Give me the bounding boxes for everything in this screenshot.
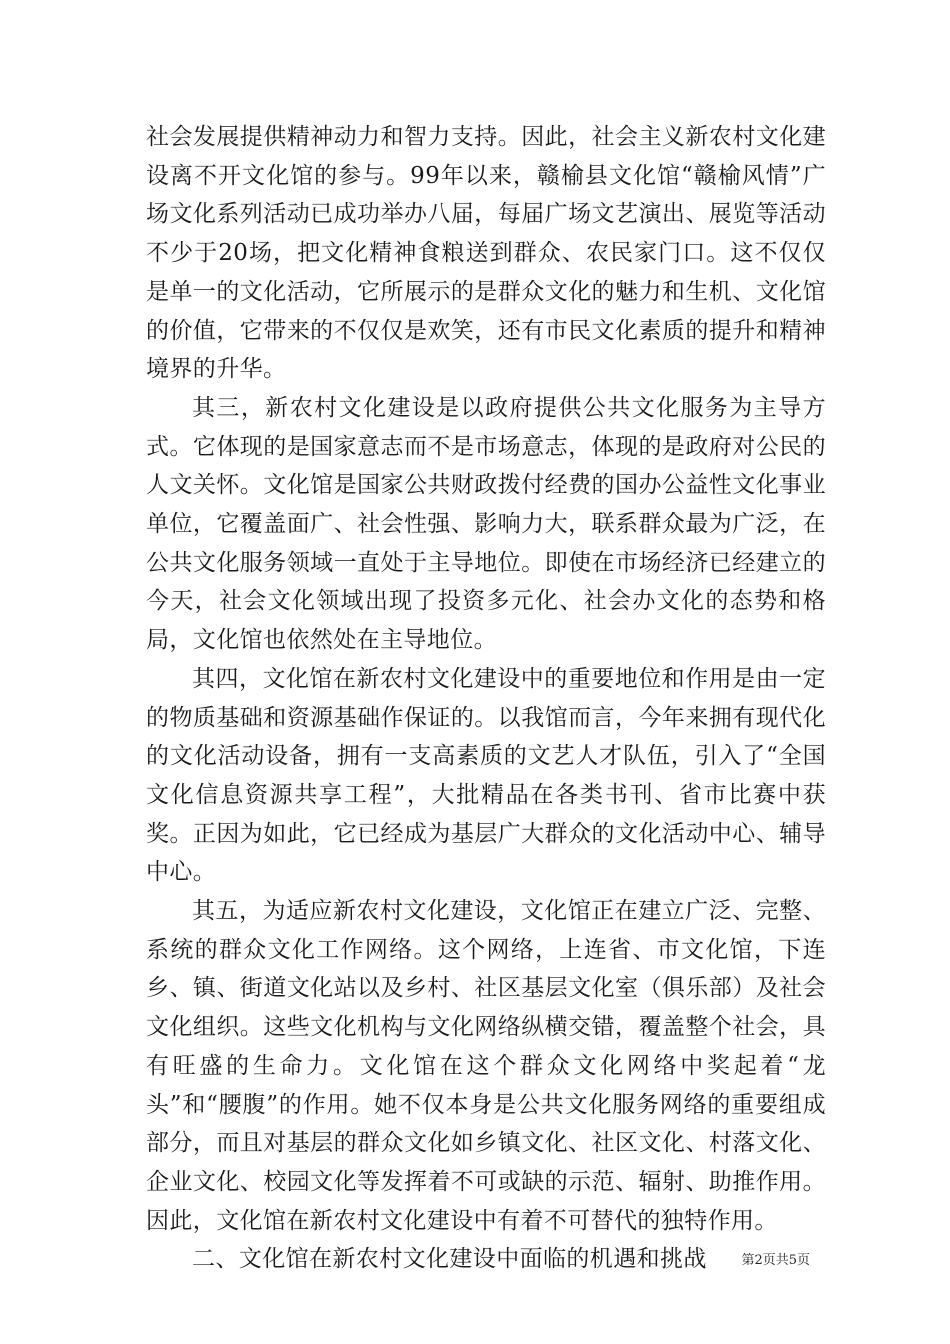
paragraph-point-three: 其三，新农村文化建设是以政府提供公共文化服务为主导方式。它体现的是国家意志而不是市场意志，体现的是政府对公民的人文关怀。文化馆是国家公共财政拨付经费的国办公益性文化事业单位，它覆盖面广、社会性强、影响力大，联系群众最为广泛，在公共文化服务领域一直处于主导地位。即使在市场经济已经建立的今天，社会文化领域出现了投资多元化、社会办文化的态势和格局，文化馆也依然处在主导地位。 [146,394,826,654]
page-number-footer: 第2页共5页 [741,1253,810,1268]
section-heading: 二、文化馆在新农村文化建设中面临的机遇和挑战 [192,1246,707,1273]
paragraph-continuation: 社会发展提供精神动力和智力支持。因此，社会主义新农村文化建设离不开文化馆的参与。99年以来，赣榆县文化馆“赣榆风情”广场文化系列活动已成功举办八届，每届广场文艺演出、展览等活动不少于20场，把文化精神食粮送到群众、农民家门口。这不仅仅是单一的文化活动，它所展示的是群众文化的魅力和生机、文化馆的价值，它带来的不仅仅是欢笑，还有市民文化素质的提升和精神境界的升华。 [146,124,826,383]
paragraph-point-four: 其四，文化馆在新农村文化建设中的重要地位和作用是由一定的物质基础和资源基础作保证的。以我馆而言，今年来拥有现代化的文化活动设备，拥有一支高素质的文艺人才队伍，引入了“全国文化信息资源共享工程”，大批精品在各类书刊、省市比赛中获奖。正因为如此，它已经成为基层广大群众的文化活动中心、辅导中心。 [146,665,826,886]
paragraph-point-five: 其五，为适应新农村文化建设，文化馆正在建立广泛、完整、系统的群众文化工作网络。这个网络，上连省、市文化馆，下连乡、镇、街道文化站以及乡村、社区基层文化室（俱乐部）及社会文化组织。这些文化机构与文化网络纵横交错，覆盖整个社会，具有旺盛的生命力。文化馆在这个群众文化网络中奖起着“龙头”和“腰腹”的作用。她不仅本身是公共文化服务网络的重要组成部分，而且对基层的群众文化如乡镇文化、社区文化、村落文化、企业文化、校园文化等发挥着不可或缺的示范、辐射、助推作用。因此，文化馆在新农村文化建设中有着不可替代的独特作用。 [146,898,826,1234]
document-body [146,118,826,1279]
